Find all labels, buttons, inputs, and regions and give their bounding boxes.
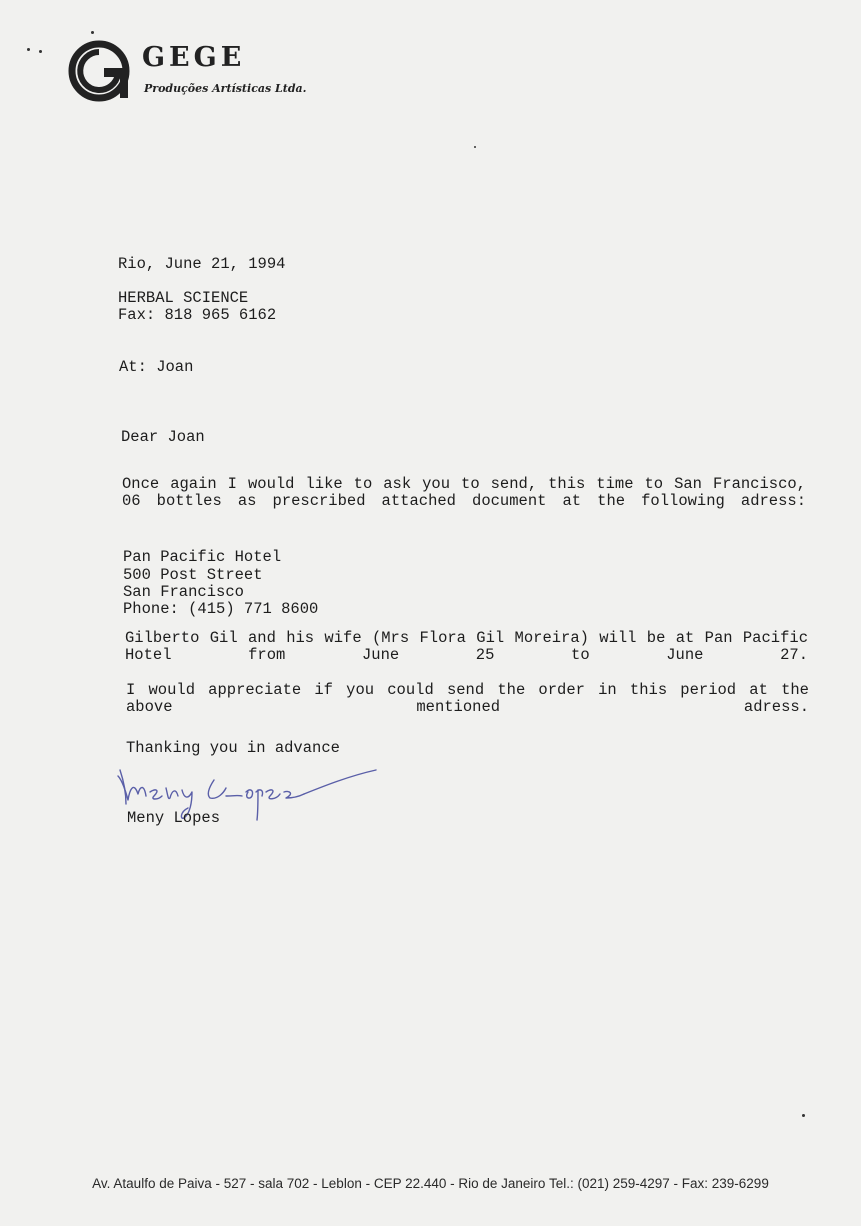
address-line-1: Pan Pacific Hotel bbox=[123, 548, 282, 566]
company-name: GEGE bbox=[142, 42, 246, 73]
body-paragraph-3: I would appreciate if you could send the order in this period at the above mentioned adress. bbox=[126, 681, 809, 716]
paper-speck bbox=[474, 146, 476, 148]
paper-speck bbox=[39, 50, 42, 53]
signature-name: Meny Lopes bbox=[127, 809, 221, 827]
company-logo bbox=[68, 38, 307, 110]
letter-date: Rio, June 21, 1994 bbox=[118, 255, 286, 273]
paper-speck bbox=[27, 48, 30, 51]
closing-line: Thanking you in advance bbox=[126, 739, 340, 757]
footer-address: Av. Ataulfo de Paiva - 527 - sala 702 - Leblon - CEP 22.440 - Rio de Janeiro Tel.: (021) 259-4297 - Fax: 239-6299 bbox=[92, 1176, 769, 1191]
body-paragraph-1: Once again I would like to ask you to send, this time to San Francisco, 06 bottles as prescribed attached document at the following adress: bbox=[122, 475, 806, 510]
paper-speck bbox=[91, 31, 94, 34]
recipient-fax: Fax: 818 965 6162 bbox=[118, 306, 277, 324]
paper-speck bbox=[802, 1114, 805, 1117]
gege-logo-mark bbox=[68, 38, 134, 104]
body-paragraph-2: Gilberto Gil and his wife (Mrs Flora Gil Moreira) will be at Pan Pacific Hotel from June 25 to June 27. bbox=[125, 629, 808, 664]
salutation: Dear Joan bbox=[121, 428, 205, 446]
address-phone: Phone: (415) 771 8600 bbox=[123, 600, 319, 618]
recipient-company: HERBAL SCIENCE bbox=[118, 289, 249, 307]
address-line-3: San Francisco bbox=[123, 583, 244, 601]
company-subtitle: Produções Artísticas Ltda. bbox=[144, 82, 307, 95]
address-line-2: 500 Post Street bbox=[123, 566, 263, 584]
attention-line: At: Joan bbox=[119, 358, 194, 376]
